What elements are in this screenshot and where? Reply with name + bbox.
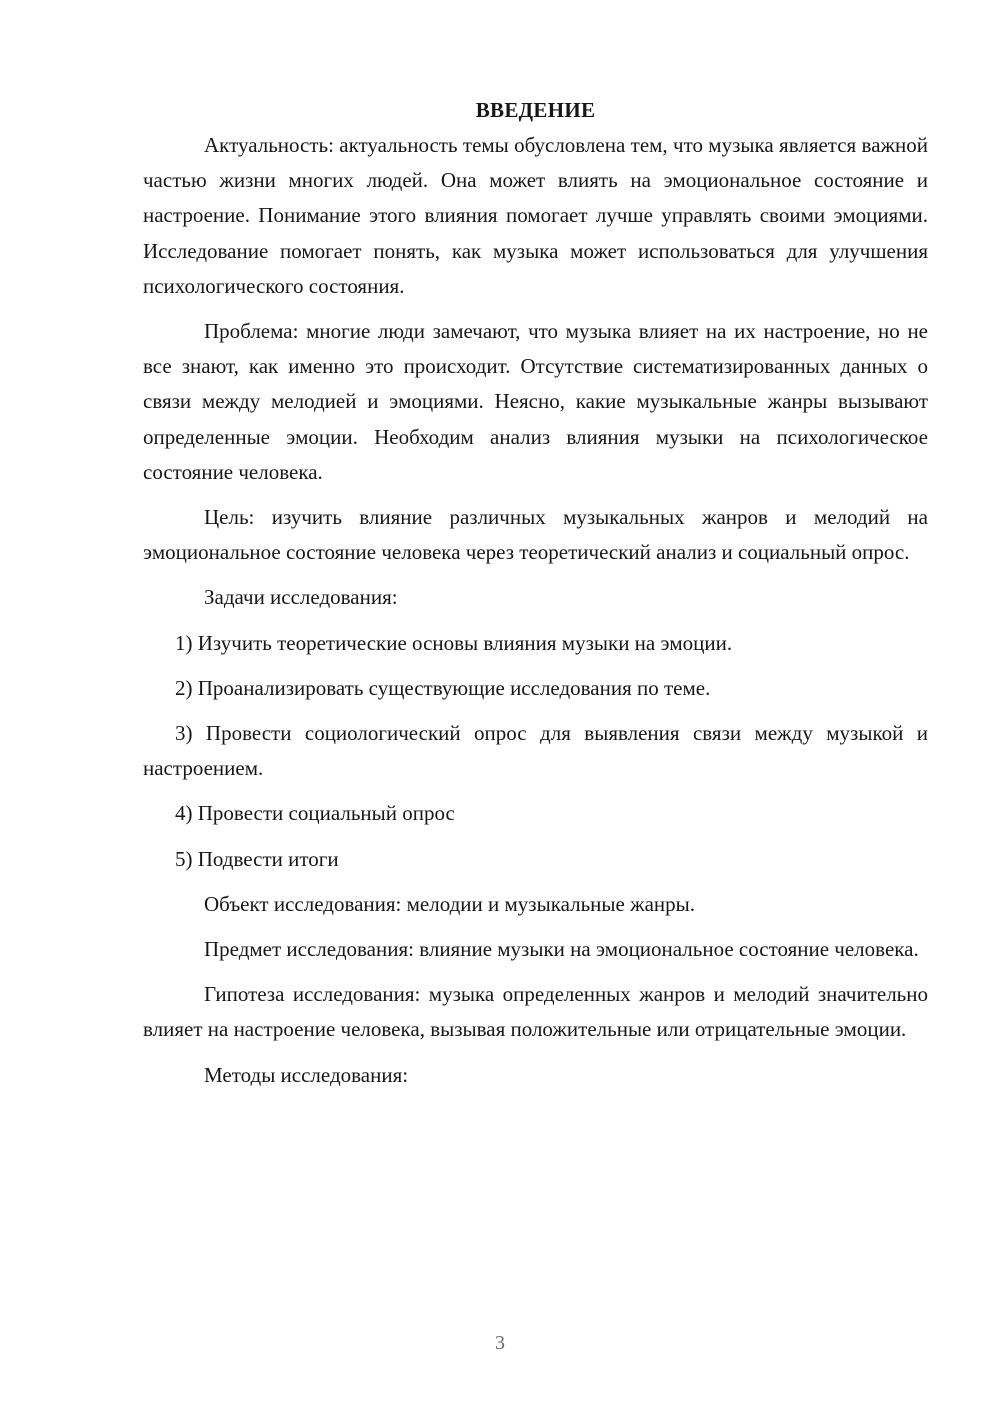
task-item-2: 2) Проанализировать существующие исследования по теме. — [175, 675, 711, 700]
page-number: 3 — [495, 1332, 505, 1354]
hypothesis-paragraph: Гипотеза исследования: музыка определенных жанров и мелодий значительно влияет на настроение человека, вызывая положительные или отрицательные эмоции. — [143, 982, 928, 1042]
methods-heading: Методы исследования: — [204, 1062, 409, 1087]
task-item-1: 1) Изучить теоретические основы влияния музыки на эмоции. — [175, 630, 733, 655]
object-paragraph: Объект исследования: мелодии и музыкальные жанры. — [204, 891, 695, 916]
relevance-paragraph: Актуальность: актуальность темы обусловлена тем, что музыка является важной частью жизни многих людей. Она может влиять на эмоциональное состояние и настроение. Понимание этого влияния помогает лучше управлять своими эмоциями. Исследование помогает понять, как музыка может использоваться для улучшения психологического состояния. — [143, 133, 928, 298]
task-item-5: 5) Подвести итоги — [175, 846, 339, 871]
section-title: ВВЕДЕНИЕ — [475, 98, 596, 122]
subject-paragraph: Предмет исследования: влияние музыки на эмоциональное состояние человека. — [204, 937, 919, 962]
task-item-4: 4) Провести социальный опрос — [175, 801, 455, 826]
goal-paragraph: Цель: изучить влияние различных музыкальных жанров и мелодий на эмоциональное состояние человека через теоретический анализ и социальный опрос. — [143, 505, 928, 565]
document-page — [143, 93, 928, 1103]
task-item-3: 3) Провести социологический опрос для выявления связи между музыкой и настроением. — [143, 721, 928, 781]
tasks-heading: Задачи исследования: — [204, 585, 398, 610]
problem-paragraph: Проблема: многие люди замечают, что музыка влияет на их настроение, но не все знают, как именно это происходит. Отсутствие систематизированных данных о связи между мелодией и эмоциями. Неясно, какие музыкальные жанры вызывают определенные эмоции. Необходим анализ влияния музыки на психологическое состояние человека. — [143, 319, 928, 484]
